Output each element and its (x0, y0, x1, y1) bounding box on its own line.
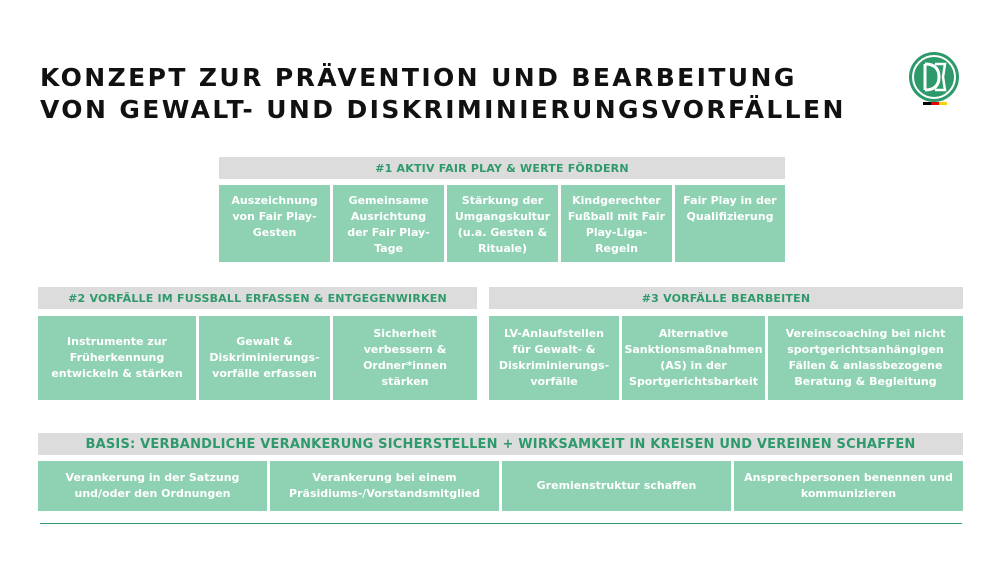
section2-item-1: Instrumente zur Früherkennung entwickeln & stärken (38, 316, 196, 400)
dfb-logo-icon (905, 50, 963, 108)
page-title (40, 62, 910, 126)
section1-item-5: Fair Play in der Qualifizierung (675, 185, 785, 262)
title-line-1: KONZEPT ZUR PRÄVENTION UND BEARBEITUNG (40, 63, 797, 92)
section2-item-2: Gewalt & Diskriminierungs-vorfälle erfassen (199, 316, 330, 400)
section2-item-3: Sicherheit verbessern & Ordner*innen stärken (333, 316, 477, 400)
bottom-divider (40, 523, 962, 524)
title-line-2: VON GEWALT- UND DISKRIMINIERUNGSVORFÄLLEN (40, 95, 846, 124)
basis-header: BASIS: VERBANDLICHE VERANKERUNG SICHERSTELLEN + WIRKSAMKEIT IN KREISEN UND VEREINEN SCHAFFEN (38, 433, 963, 455)
section1-header: #1 AKTIV FAIR PLAY & WERTE FÖRDERN (219, 157, 785, 179)
section1-item-2: Gemeinsame Ausrichtung der Fair Play-Tage (333, 185, 444, 262)
section3-row (489, 316, 963, 400)
section1-item-3: Stärkung der Umgangskultur (u.a. Gesten & Rituale) (447, 185, 558, 262)
basis-item-2: Verankerung bei einem Präsidiums-/Vorstandsmitglied (270, 461, 499, 511)
section1-item-1: Auszeichnung von Fair Play-Gesten (219, 185, 330, 262)
section1-row (219, 185, 785, 262)
basis-item-3: Gremienstruktur schaffen (502, 461, 731, 511)
section2-header: #2 VORFÄLLE IM FUSSBALL ERFASSEN & ENTGEGENWIRKEN (38, 287, 477, 309)
section3-item-3: Vereinscoaching bei nicht sportgerichtsanhängigen Fällen & anlassbezogene Beratung & Begleitung (768, 316, 963, 400)
basis-row (38, 461, 963, 511)
section3-header: #3 VORFÄLLE BEARBEITEN (489, 287, 963, 309)
section2-row (38, 316, 477, 400)
section1-item-4: Kindgerechter Fußball mit Fair Play-Liga-Regeln (561, 185, 672, 262)
section3-item-2: Alternative Sanktionsmaßnahmen (AS) in der Sportgerichtsbarkeit (622, 316, 765, 400)
basis-item-4: Ansprechpersonen benennen und kommunizieren (734, 461, 963, 511)
section3-item-1: LV-Anlaufstellen für Gewalt- & Diskriminierungs-vorfälle (489, 316, 619, 400)
basis-item-1: Verankerung in der Satzung und/oder den Ordnungen (38, 461, 267, 511)
